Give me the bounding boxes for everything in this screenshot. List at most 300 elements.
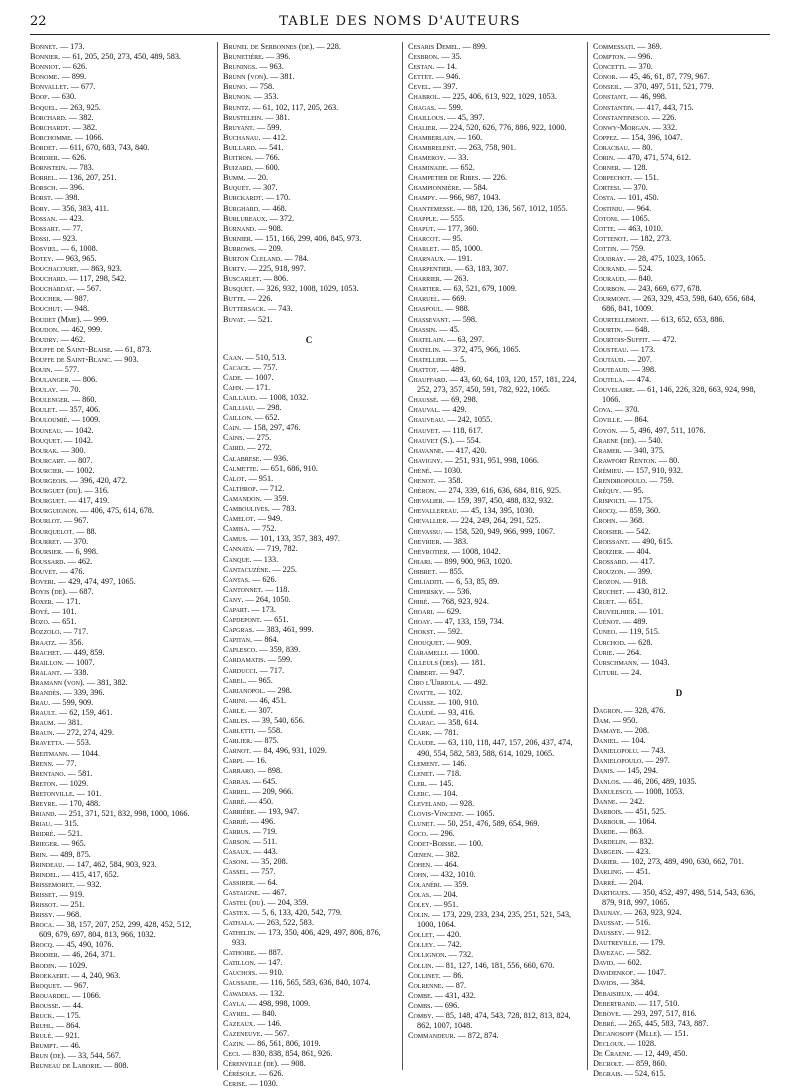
index-entry — [30, 860, 202, 870]
author-name: Cérenville (de). — [223, 1059, 279, 1069]
page-references: — 356. — [58, 637, 84, 647]
page-references: — 6, 53, 85, 89. — [445, 576, 500, 586]
author-name: Boudet (Mme). — [30, 314, 82, 324]
index-entry — [30, 668, 202, 678]
author-name: Clunet. — [408, 819, 436, 829]
page-references: — 6, 1008. — [60, 243, 98, 253]
index-entry — [593, 999, 765, 1009]
page-references: — 558. — [257, 726, 283, 736]
page-references: — 209, 966. — [252, 786, 294, 796]
index-entry — [408, 799, 580, 809]
author-name: Boxer. — [30, 597, 54, 607]
page-references: — 372, 475, 966, 1065. — [442, 344, 521, 354]
page-references: — 630. — [51, 92, 77, 102]
page-references: — 521. — [57, 829, 83, 839]
author-name: Coyon. — [593, 425, 618, 435]
index-entry — [30, 274, 202, 284]
index-entry — [593, 284, 765, 294]
index-entry — [30, 950, 202, 960]
index-column-1 — [30, 42, 202, 1072]
index-entry — [408, 153, 580, 163]
index-entry — [223, 575, 395, 585]
index-entry — [593, 968, 765, 978]
page-references: — 173, 229, 233, 234, 235, 251, 521, 543, 1000, 1064. — [417, 910, 572, 930]
author-name: Corin. — [593, 153, 616, 163]
author-name: Cuturi. — [593, 667, 619, 677]
page-references: — 1000. — [450, 647, 480, 657]
index-entry — [223, 1009, 395, 1019]
index-entry — [30, 749, 202, 759]
page-references: — 100, 910. — [437, 698, 479, 708]
index-entry — [593, 153, 765, 163]
page-references: — 489, 875. — [49, 849, 91, 859]
index-entry — [408, 193, 580, 203]
author-name: Capart. — [223, 604, 250, 614]
index-entry — [223, 847, 395, 857]
section-letter: D — [675, 687, 683, 698]
index-entry — [30, 284, 202, 294]
author-name: Cruet. — [593, 597, 617, 607]
page-references: — 251, 371, 521, 832, 998, 1000, 1066. — [58, 809, 190, 819]
page-references: — 910. — [259, 968, 284, 978]
author-name: Bordet. — [30, 142, 58, 152]
author-name: Bornstein. — [30, 163, 68, 173]
author-name: Claisse. — [408, 698, 436, 708]
page-references: — 1043. — [640, 657, 670, 667]
index-entry — [593, 163, 765, 173]
index-entry — [408, 52, 580, 62]
author-name: Brentano. — [30, 768, 66, 778]
author-name: Chouquet. — [408, 637, 445, 647]
page-references: — 555. — [440, 213, 465, 223]
author-name: Bouchard. — [30, 274, 68, 284]
author-name: Darbois. — [593, 806, 623, 816]
author-name: Cantacuzène. — [223, 564, 271, 574]
index-entry — [593, 214, 765, 224]
index-entry — [593, 878, 765, 888]
index-entry — [593, 668, 765, 678]
index-entry — [30, 567, 202, 577]
page-references: — 987. — [64, 294, 89, 304]
author-name: Brindel. — [30, 869, 60, 879]
page-references: — 628. — [627, 637, 653, 647]
page-references: — 540. — [638, 435, 663, 445]
author-name: Bourak. — [30, 445, 59, 455]
author-name: Combs. — [408, 1000, 433, 1010]
index-entry — [593, 638, 765, 648]
page-references: — 224, 520, 626, 776, 886, 922, 1000. — [439, 122, 567, 132]
index-entry — [408, 224, 580, 234]
index-entry — [593, 415, 765, 425]
index-entry — [30, 870, 202, 880]
author-name: Canque. — [223, 554, 252, 564]
author-name: Castaigne. — [223, 887, 261, 897]
author-name: Cettet. — [408, 72, 434, 82]
index-entry — [408, 880, 580, 890]
author-name: Chapple. — [408, 213, 439, 223]
page-references: — 20. — [247, 173, 269, 183]
author-name: Crohn. — [593, 516, 618, 526]
page-references: — 696. — [434, 1000, 460, 1010]
author-name: Charnaux. — [408, 253, 446, 263]
index-entry — [408, 123, 580, 133]
index-entry — [408, 638, 580, 648]
author-name: Breitmann. — [30, 748, 70, 758]
author-name: Couteaud. — [593, 365, 630, 374]
page-references: — 932. — [76, 879, 102, 889]
page-references: — 554. — [456, 435, 481, 445]
page-references: — 204, 359. — [267, 897, 309, 907]
page-references: — 592. — [437, 627, 463, 637]
author-name: Danielopolu. — [593, 746, 639, 756]
author-name: Boulet. — [30, 405, 58, 415]
index-entry — [593, 587, 765, 597]
page-references: — 12, 449, 450. — [634, 1049, 688, 1059]
page-references: — 87. — [445, 980, 467, 990]
page-references: — 464. — [434, 859, 459, 869]
author-name: Colanéri. — [408, 879, 442, 889]
author-name: Caussade. — [223, 978, 259, 988]
page-references: — 263, 329, 453, 598, 640, 656, 684, 686, 841, 1009. — [602, 294, 756, 314]
author-name: Caillon. — [223, 413, 253, 423]
page-references: — 524, 615. — [624, 1069, 666, 1079]
page-references: — 80. — [631, 142, 653, 152]
index-entry — [223, 736, 395, 746]
author-name: Boulanger. — [30, 375, 71, 385]
index-entry — [30, 537, 202, 547]
page-references: — 46, 206, 489, 1035. — [623, 776, 697, 786]
page-references: — 104. — [621, 736, 646, 746]
index-entry — [593, 1059, 765, 1069]
index-entry — [30, 405, 202, 415]
page-references: — 468. — [262, 203, 287, 213]
author-name: Crémieu. — [593, 465, 624, 475]
author-name: Decloux. — [593, 1039, 626, 1048]
page-references: — 742. — [437, 940, 462, 950]
author-name: Buquet. — [223, 183, 251, 193]
author-name: Chibret. — [408, 566, 438, 576]
author-name: Courmont. — [593, 294, 631, 304]
index-entry — [30, 809, 202, 819]
index-entry — [593, 658, 765, 668]
author-name: Brindeau. — [30, 859, 65, 869]
author-name: Chatelin. — [408, 344, 441, 354]
author-name: Bruneau de Laborie. — [30, 1061, 102, 1071]
index-entry — [30, 1031, 202, 1041]
index-entry — [593, 989, 765, 999]
author-name: Bonome. — [30, 72, 60, 82]
header-rule — [30, 34, 770, 35]
page-references: — 757. — [252, 362, 278, 372]
page-references: — 652. — [254, 413, 280, 423]
index-entry — [593, 978, 765, 988]
page-references: — 146. — [441, 758, 467, 768]
page-references: — 732. — [448, 950, 474, 960]
index-entry — [30, 839, 202, 849]
author-name: Capdepont. — [223, 615, 262, 625]
author-name: Chevrotier. — [408, 546, 450, 556]
author-name: Carel. — [223, 675, 247, 685]
index-entry — [223, 163, 395, 173]
page-references: — 63, 183, 307. — [454, 264, 509, 274]
index-entry — [30, 678, 202, 688]
page-references: — 101. — [638, 607, 664, 617]
author-name: Calthrop. — [223, 483, 258, 493]
page-references: — 947. — [439, 667, 465, 677]
page-references: — 104. — [432, 788, 458, 798]
page-references: — 759. — [620, 243, 646, 253]
author-name: Bouchacourt. — [30, 264, 79, 274]
page-references: — 5. — [449, 354, 467, 364]
page-references: — 1066. — [72, 990, 101, 1000]
index-entry — [593, 123, 765, 133]
author-name: Davezac. — [593, 948, 625, 958]
author-name: Chaussé. — [408, 395, 439, 405]
author-name: Cesaris Demel. — [408, 42, 461, 51]
index-entry — [593, 756, 765, 766]
author-name: Cantas. — [223, 574, 251, 584]
page-references: — 396, 420, 472. — [69, 476, 128, 486]
index-entry — [593, 496, 765, 506]
author-name: Brieger. — [30, 839, 60, 849]
author-name: Champetier de Ribes. — [408, 173, 481, 183]
page-references: — 397. — [432, 82, 458, 92]
page-references: — 116, 565, 583, 636, 840, 1074. — [260, 978, 371, 988]
page-references: — 368. — [619, 516, 645, 526]
index-entry — [30, 769, 202, 779]
index-entry — [30, 506, 202, 516]
author-name: Charpentier. — [408, 264, 453, 274]
page-references: — 24. — [620, 667, 642, 677]
author-name: Boulay. — [30, 385, 58, 395]
index-entry — [408, 304, 580, 314]
index-entry — [593, 143, 765, 153]
page-references: — 912. — [626, 927, 651, 937]
index-entry — [30, 264, 202, 274]
author-name: Curchod. — [593, 637, 626, 647]
index-entry — [223, 524, 395, 534]
index-entry — [593, 746, 765, 756]
author-name: Darling. — [593, 867, 624, 877]
index-entry — [593, 557, 765, 567]
index-entry — [593, 355, 765, 365]
page-references: — 541. — [258, 142, 284, 152]
page-references: — 95. — [623, 486, 644, 496]
index-entry — [408, 486, 580, 496]
page-references: — 61, 205, 250, 273, 450, 489, 583. — [62, 52, 181, 62]
index-entry — [223, 183, 395, 193]
page-references: — 173. — [59, 42, 85, 51]
index-entry — [593, 547, 765, 557]
author-name: Cova. — [593, 405, 613, 415]
index-entry — [408, 284, 580, 294]
author-name: Burnand. — [223, 223, 257, 233]
author-name: Dagron. — [593, 705, 623, 715]
page-references: — 898. — [257, 766, 283, 776]
page-references: — 577. — [54, 365, 80, 374]
author-name: Cailliau. — [223, 403, 255, 413]
index-entry — [223, 676, 395, 686]
page-references: — 358, 614. — [437, 718, 479, 728]
author-name: Bruntz. — [223, 102, 251, 112]
page-references: — 806. — [263, 274, 289, 284]
author-name: Carrus. — [223, 827, 251, 837]
index-entry — [30, 183, 202, 193]
index-entry — [30, 365, 202, 375]
index-entry — [408, 466, 580, 476]
index-entry — [408, 839, 580, 849]
page-references: — 1064. — [628, 816, 657, 826]
page-references: — 300. — [60, 445, 86, 455]
author-name: Chéron. — [408, 486, 437, 496]
index-entry — [593, 183, 765, 193]
page-references: — 173. — [630, 344, 656, 354]
author-name: Burghard. — [223, 203, 261, 213]
index-entry — [30, 355, 202, 365]
page-references: — 101, 133, 357, 383, 497. — [249, 534, 340, 544]
author-name: Cottenot. — [593, 233, 629, 243]
page-references: — 951. — [248, 473, 274, 483]
page-references: — 298. — [267, 685, 292, 695]
index-entry — [30, 466, 202, 476]
author-name: Burckardt. — [223, 193, 264, 203]
page-references: — 381. — [270, 72, 295, 82]
index-entry — [593, 867, 765, 877]
author-name: Boudon. — [30, 324, 60, 334]
page-references: — 677. — [70, 82, 96, 92]
index-entry — [593, 948, 765, 958]
page-references: — 272. — [247, 443, 272, 453]
page-references: — 928. — [449, 799, 475, 809]
index-entry — [408, 1001, 580, 1011]
index-entry — [408, 163, 580, 173]
index-entry — [223, 1059, 395, 1069]
page-references: — 908. — [281, 1059, 306, 1069]
index-entry — [30, 456, 202, 466]
page-references: — 46, 264, 371. — [61, 950, 116, 960]
index-entry — [593, 617, 765, 627]
index-entry — [408, 940, 580, 950]
author-name: Coutela. — [593, 375, 625, 385]
author-name: Davidenkof. — [593, 968, 636, 978]
page-references: — 6, 998. — [65, 546, 98, 556]
index-entry — [30, 345, 202, 355]
author-name: Cassirer. — [223, 877, 256, 887]
page-references: — 863, 923. — [80, 264, 122, 274]
author-name: Cathala. — [223, 917, 255, 927]
author-name: Brulé. — [30, 1031, 54, 1041]
index-entry — [30, 315, 202, 325]
index-entry — [223, 908, 395, 918]
index-entry — [408, 264, 580, 274]
page-references: — 33. — [447, 153, 469, 163]
index-entry — [408, 860, 580, 870]
page-references: — 101. — [76, 788, 102, 798]
page-references: — 899, 900, 963, 1020. — [434, 556, 513, 566]
author-name: Boudry. — [30, 334, 59, 344]
author-name: Chevrier. — [408, 536, 442, 546]
page-references: — 45. — [439, 324, 460, 334]
index-entry — [408, 426, 580, 436]
page-references: — 567. — [264, 1028, 290, 1038]
page-references: — 712. — [259, 483, 285, 493]
index-columns — [30, 42, 770, 1089]
index-entry — [408, 476, 580, 486]
index-entry — [593, 456, 765, 466]
author-name: Dardelin. — [593, 837, 628, 847]
page-references: — 1009. — [71, 415, 101, 425]
author-name: Cassel. — [223, 867, 249, 877]
author-name: Bramann (von). — [30, 677, 85, 687]
index-entry — [30, 92, 202, 102]
index-entry — [223, 173, 395, 183]
author-name: Brau. — [30, 698, 51, 708]
page-references: — 757. — [250, 867, 276, 877]
index-entry — [223, 555, 395, 565]
author-name: Brault. — [30, 708, 57, 718]
page-references: — 45, 397. — [447, 112, 485, 122]
page-references: — 117, 298, 542. — [69, 274, 127, 284]
page-references: — 999. — [83, 314, 109, 324]
author-name: Brissemoret. — [30, 879, 75, 889]
page-references: — 369. — [637, 42, 662, 51]
author-name: Brachet. — [30, 647, 62, 657]
author-name: Chameroy. — [408, 153, 446, 163]
page-references: — 758. — [249, 82, 275, 92]
author-name: Cotoni. — [593, 213, 620, 223]
author-name: Bouvet. — [30, 566, 58, 576]
author-name: Clarac. — [408, 718, 436, 728]
index-entry — [223, 716, 395, 726]
index-entry — [408, 173, 580, 183]
page-references: — 417, 420. — [445, 445, 487, 455]
index-column-4 — [593, 42, 765, 1079]
author-name: Daussey. — [593, 927, 625, 937]
author-name: Conwy-Morgan. — [593, 122, 651, 132]
page-references: — 63, 110, 118, 447, 157, 206, 437, 474, 490, 554, 582, 583, 588, 614, 1029, 1065. — [417, 738, 573, 758]
index-entry — [223, 284, 395, 294]
index-entry — [30, 385, 202, 395]
page-references: — 1030. — [249, 1079, 278, 1089]
index-entry — [30, 426, 202, 436]
index-entry — [408, 961, 580, 971]
index-entry — [223, 746, 395, 756]
page-references: — 830, 838, 854, 861, 926. — [242, 1049, 333, 1059]
index-entry — [408, 456, 580, 466]
index-entry — [30, 880, 202, 890]
author-name: Chabrol. — [408, 92, 441, 102]
author-name: Degrais. — [593, 1069, 623, 1079]
author-name: Brenn. — [30, 758, 54, 768]
index-entry — [593, 446, 765, 456]
index-entry — [408, 345, 580, 355]
page-references: — 175. — [628, 496, 653, 506]
index-entry — [30, 173, 202, 183]
author-name: Cain. — [223, 423, 242, 433]
index-entry — [30, 244, 202, 254]
page-references: — 963, 965. — [55, 253, 97, 263]
index-entry — [223, 494, 395, 504]
page-references: — 102, 273, 489, 490, 630, 662, 701. — [621, 857, 744, 867]
index-entry — [408, 607, 580, 617]
author-name: Bourcier. — [30, 465, 64, 475]
page-references: — 225, 918, 997. — [248, 264, 306, 274]
page-references: — 272, 274, 429. — [56, 728, 114, 738]
author-name: Boursier. — [30, 546, 64, 556]
page-references: — 1002. — [65, 465, 95, 475]
author-name: Clement. — [408, 758, 440, 768]
index-entry — [30, 577, 202, 587]
